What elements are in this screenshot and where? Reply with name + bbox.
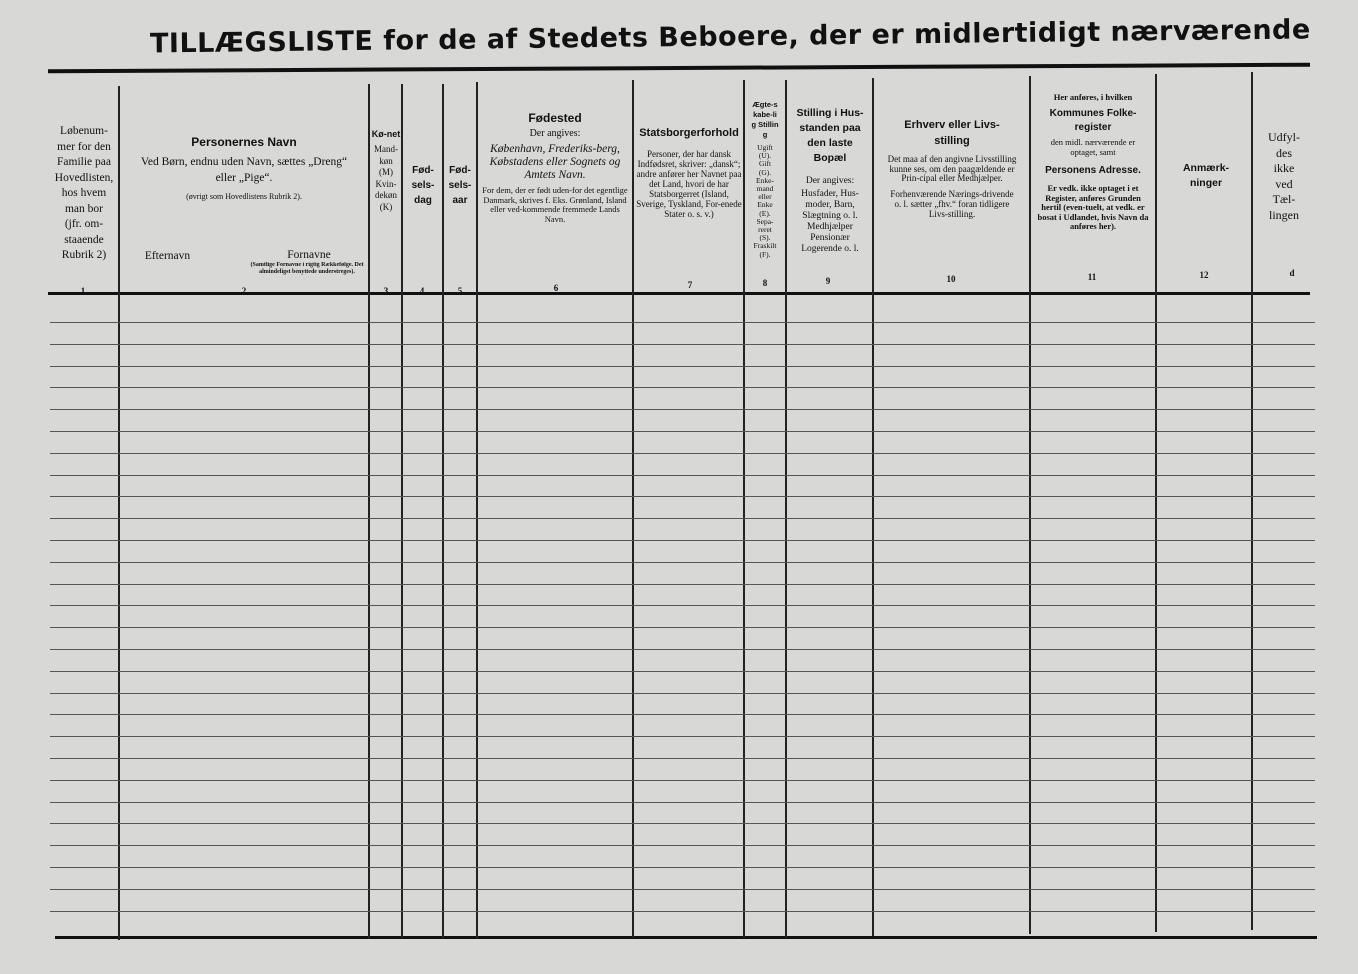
col5-header xyxy=(444,163,476,208)
row-rule xyxy=(50,409,1315,410)
col8-line: (S). xyxy=(759,233,771,243)
row-rule xyxy=(50,802,1315,803)
col8-line: reret xyxy=(758,225,772,235)
col3-line: Kvin- xyxy=(375,178,397,189)
col8-heading: Ægte-skabe-lig Stilling xyxy=(751,100,779,139)
col6-note: For dem, der er født uden-for det egentlige Danmark, skrives f. Eks. Grønland, Island eller ved-kommende fremmede Lands Navn. xyxy=(482,185,628,224)
row-rule xyxy=(50,867,1315,868)
col-divider xyxy=(785,80,787,938)
col11-heading2: Personens Adresse. xyxy=(1045,165,1141,176)
col2-header xyxy=(124,134,364,201)
col10-heading: Erhverv eller Livs-stilling xyxy=(904,119,1000,147)
col2-heading: Personernes Navn xyxy=(191,135,297,149)
col8-line: eller xyxy=(758,192,772,202)
row-rule xyxy=(50,431,1315,432)
col5-heading: Fød-sels-aar xyxy=(448,165,472,206)
row-rule xyxy=(50,758,1315,759)
row-rule xyxy=(50,845,1315,846)
col6-italic: København, Frederiks-berg, Købstadens eller Sognets og Amtets Navn. xyxy=(489,143,621,181)
col9-header xyxy=(788,106,872,255)
col12-number: 12 xyxy=(1199,270,1209,280)
col10-note1: Det maa af den angivne Livsstilling kunne ses, om den paagældende er Prin-cipal eller Medhjælper. xyxy=(887,154,1017,183)
col2-surname-label: Efternavn xyxy=(144,251,191,262)
col8-line: (U). xyxy=(758,151,772,161)
col8-line: Enke- xyxy=(756,175,774,185)
col8-line: Enke xyxy=(757,200,773,210)
col8-line: Gift xyxy=(758,159,772,169)
row-rule xyxy=(50,366,1315,367)
col5-number: 5 xyxy=(457,286,463,296)
row-rule xyxy=(50,627,1315,628)
row-rule xyxy=(50,714,1315,715)
col-divider xyxy=(476,82,478,939)
col-d-line: ved xyxy=(1275,176,1293,191)
col6-number: 6 xyxy=(553,283,559,293)
col8-line: (E). xyxy=(759,208,771,218)
col8-line: mand xyxy=(756,184,774,194)
row-rule xyxy=(50,649,1315,650)
row-rule xyxy=(50,344,1315,345)
col8-line: Ugift xyxy=(757,143,773,152)
col6-header xyxy=(480,111,630,224)
col8-header xyxy=(745,100,785,259)
row-rule xyxy=(50,540,1315,541)
col-divider xyxy=(442,84,444,939)
col12-heading: Anmærk-ninger xyxy=(1182,162,1230,189)
col9-sub: Der angives: xyxy=(805,176,855,186)
col6-heading: Fødested xyxy=(528,111,582,125)
col8-line: (F). xyxy=(759,249,771,259)
col9-number: 9 xyxy=(825,276,831,286)
col7-header xyxy=(634,128,744,219)
col3-header xyxy=(370,129,402,213)
col1-line: hos hvem xyxy=(61,187,107,199)
col9-heading: Stilling i Hus-standen paa den laste Bopæl xyxy=(796,107,864,164)
col3-number: 3 xyxy=(383,286,389,296)
col1-line: Løbenum- xyxy=(60,125,108,137)
col2-firstname-label: Fornavne xyxy=(287,250,331,261)
col8-line: Fraskilt xyxy=(753,241,777,251)
col3-line: (M) xyxy=(379,167,393,177)
row-rule xyxy=(50,496,1315,497)
col-divider xyxy=(1155,74,1157,932)
row-rule xyxy=(50,736,1315,737)
col-divider xyxy=(1029,76,1031,934)
col2-note2: (øvrigt som Hovedlistens Rubrik 2). xyxy=(186,192,302,201)
col2-note: Ved Børn, endnu uden Navn, sættes „Dreng“ eller „Pige“. xyxy=(140,156,348,184)
col3-heading: Kø-net xyxy=(371,129,401,139)
row-rule xyxy=(50,322,1315,323)
col12-header xyxy=(1160,161,1252,191)
col11-mid: den midl. nærværende er optaget, samt xyxy=(1050,137,1136,157)
col3-line: (K) xyxy=(379,201,393,212)
row-rule xyxy=(50,518,1315,519)
col1-line: Rubrik 2) xyxy=(61,249,107,261)
row-rule xyxy=(50,475,1315,476)
col4-number: 4 xyxy=(419,286,425,296)
row-rule xyxy=(50,889,1315,890)
row-rule xyxy=(50,780,1315,781)
col-d-line: Udfyl- xyxy=(1268,130,1300,144)
col1-line: mer for den xyxy=(57,140,111,153)
col1-header xyxy=(50,124,118,264)
col6-sub: Der angives: xyxy=(529,128,581,139)
col2-number: 2 xyxy=(241,286,247,296)
col3-line: køn xyxy=(379,155,393,166)
col11-header xyxy=(1032,92,1154,232)
row-rule xyxy=(50,387,1315,388)
row-rule xyxy=(50,911,1315,912)
col10-header xyxy=(878,117,1026,219)
col11-pre: Her anføres, i hvilken xyxy=(1053,92,1133,102)
col2-firstname-note: (Samtlige Fornavne i rigtig Rækkefølge. Det almindeligst benyttede understreges). xyxy=(250,262,364,275)
col-d-number: d xyxy=(1289,268,1295,278)
row-rule xyxy=(50,584,1315,585)
col1-number: 1 xyxy=(80,286,86,296)
row-rule xyxy=(50,671,1315,672)
col-d-line: des xyxy=(1276,145,1292,160)
col1-line: staaende xyxy=(64,233,104,246)
bottom-rule xyxy=(55,936,1317,939)
col1-line: Familie paa xyxy=(57,156,111,168)
row-rule xyxy=(50,562,1315,563)
col8-line: (G). xyxy=(758,167,772,177)
col7-note: Personer, der har dansk Indfødsret, skriver: „dansk“; andre anfører her Navnet paa det Land, hvori de har Statsborgerret (Island, Sverige, Tyskland, For-enede Stater o. s. v.) xyxy=(636,149,742,219)
row-rule xyxy=(50,693,1315,694)
col10-number: 10 xyxy=(946,274,956,284)
col-d-line: lingen xyxy=(1269,207,1299,222)
col3-line: dekøn xyxy=(375,190,397,200)
col1-line: Hovedlisten, xyxy=(54,171,114,184)
col-d-line: ikke xyxy=(1273,161,1295,175)
col10-note2: Forhenværende Nærings-drivende o. l. sætter „fhv.“ foran tidligere Livs-stilling. xyxy=(890,188,1014,219)
col1-line: (jfr. om- xyxy=(64,218,104,230)
col1-line: man bor xyxy=(64,202,103,215)
col8-number: 8 xyxy=(762,278,768,288)
col7-heading: Statsborgerforhold xyxy=(639,128,739,139)
col-divider xyxy=(118,86,120,940)
row-rule xyxy=(50,823,1315,824)
col3-line: Mand- xyxy=(374,144,398,154)
col7-number: 7 xyxy=(687,280,693,290)
col11-number: 11 xyxy=(1087,272,1097,282)
col9-note: Husfader, Hus-moder, Barn, Slægtning o. l. Medhjælper Pensionær Logerende o. l. xyxy=(801,189,859,254)
top-rule xyxy=(48,63,1310,74)
col-d-line: Tæl- xyxy=(1272,192,1296,206)
col11-note: Er vedk. ikke optaget i et Register, anføres Grunden hertil (even-tuelt, at vedk. er bosat i Udlandet, hvis Navn da anføres her). xyxy=(1037,183,1149,231)
row-rule xyxy=(50,605,1315,606)
col8-line: Sepa- xyxy=(756,216,774,226)
col4-heading: Fød-sels-dag xyxy=(411,165,435,206)
form-title: TILLÆGSLISTE for de af Stedets Beboere, der er midlertidigt nærværende xyxy=(149,14,1311,60)
col-d-header xyxy=(1254,130,1314,223)
col4-header xyxy=(404,163,442,208)
col11-heading: Kommunes Folke-register xyxy=(1049,108,1137,133)
row-rule xyxy=(50,453,1315,454)
col-divider xyxy=(872,78,874,936)
